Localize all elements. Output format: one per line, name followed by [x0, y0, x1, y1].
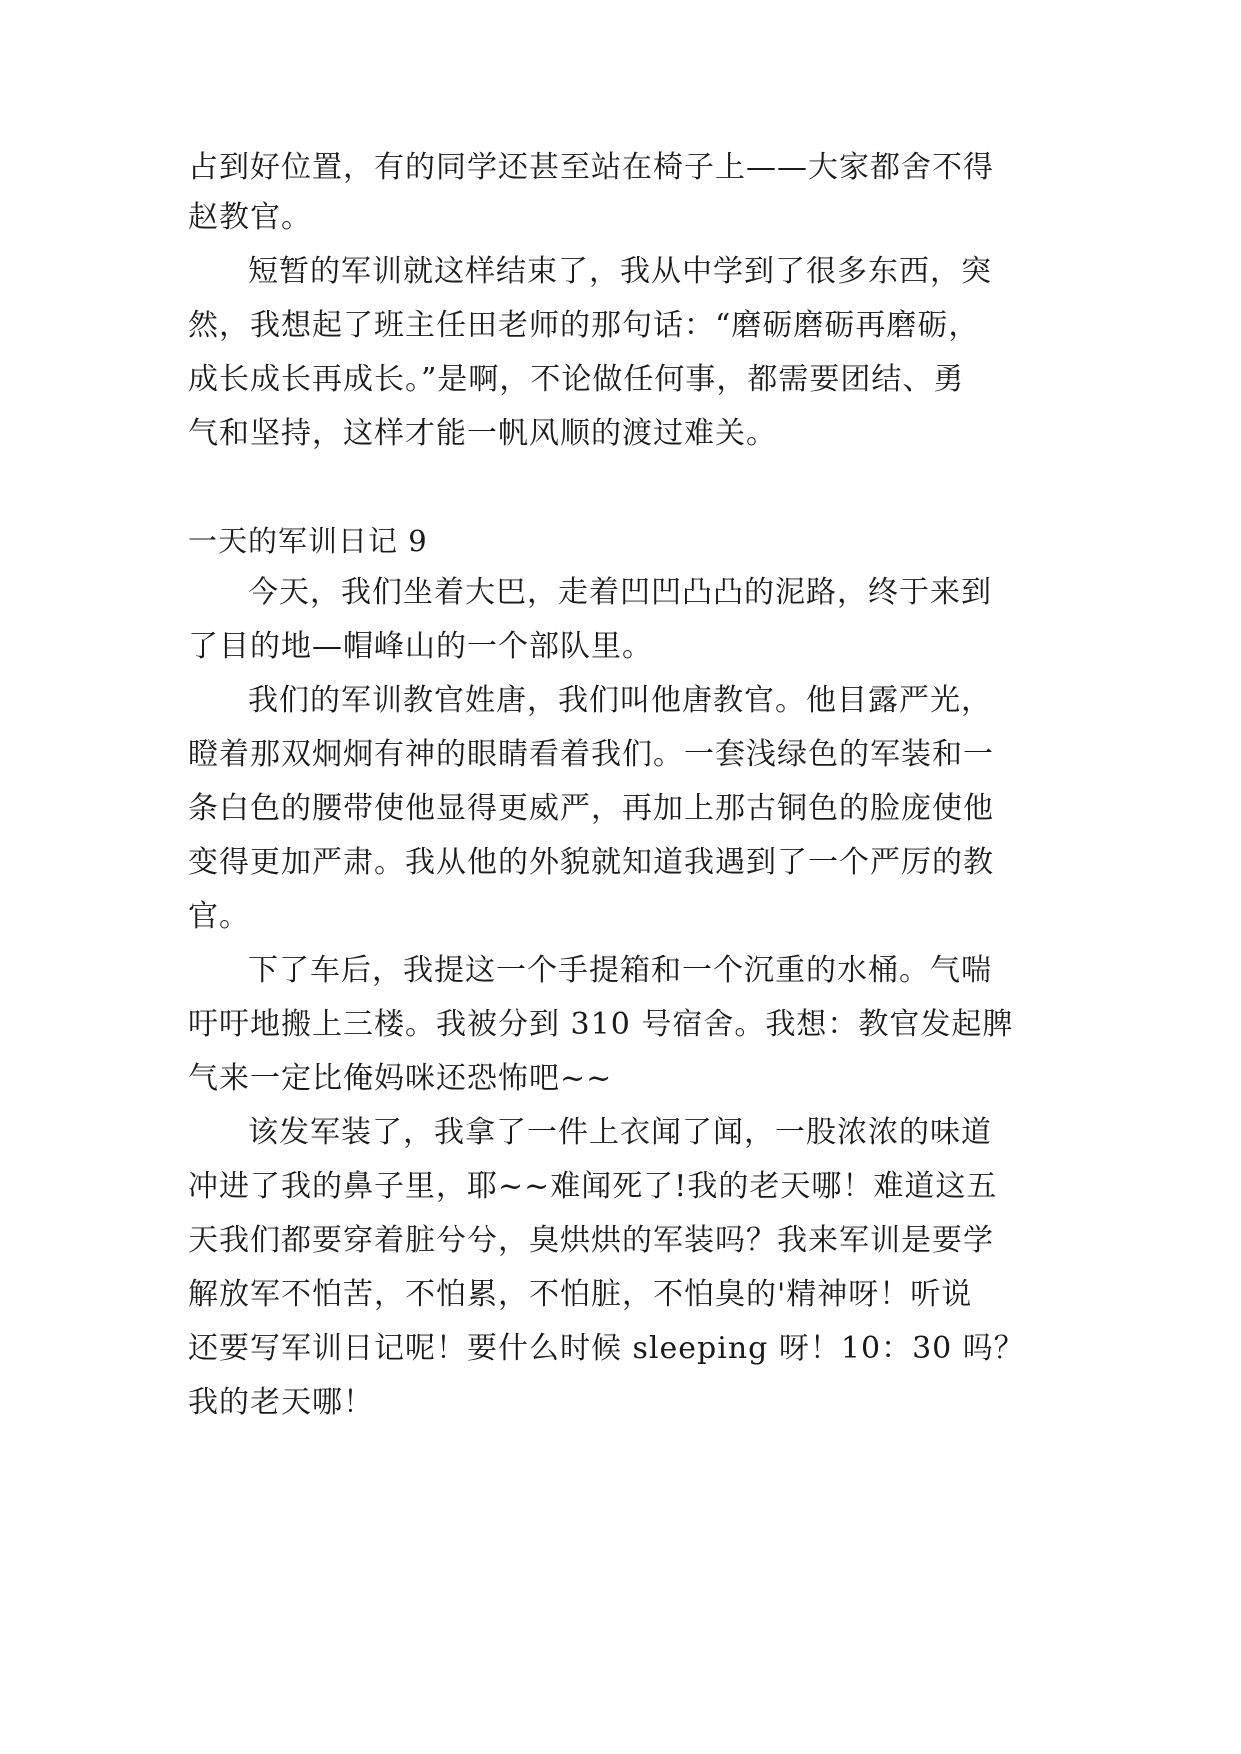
paragraph-line: 我们的军训教官姓唐，我们叫他唐教官。他目露严光，: [248, 683, 992, 718]
paragraph-line: 了目的地—帽峰山的一个部队里。: [188, 629, 653, 664]
paragraph-line: 瞪着那双炯炯有神的眼睛看着我们。一套浅绿色的军装和一: [188, 737, 994, 772]
paragraph-line: 解放军不怕苦，不怕累，不怕脏，不怕臭的'精神呀！听说: [188, 1277, 973, 1312]
paragraph-line: 下了车后，我提这一个手提箱和一个沉重的水桶。气喘: [248, 953, 992, 988]
paragraph-line: 吁吁地搬上三楼。我被分到 310 号宿舍。我想：教官发起脾: [188, 1007, 1014, 1042]
paragraph-line: 天我们都要穿着脏兮兮，臭烘烘的军装吗？我来军训是要学: [188, 1223, 994, 1258]
paragraph-line: 条白色的腰带使他显得更威严，再加上那古铜色的脸庞使他: [188, 791, 994, 826]
paragraph-line: 气和坚持，这样才能一帆风顺的渡过难关。: [188, 416, 777, 451]
paragraph-line: 短暂的军训就这样结束了，我从中学到了很多东西，突: [248, 254, 992, 289]
paragraph-line: 我的老天哪！: [188, 1385, 374, 1420]
paragraph-line: 冲进了我的鼻子里，耶~~难闻死了!我的老天哪！难道这五: [188, 1169, 998, 1204]
paragraph-line: 该发军装了，我拿了一件上衣闻了闻，一股浓浓的味道: [248, 1115, 992, 1150]
paragraph-line: 官。: [188, 899, 250, 934]
paragraph-line: 然，我想起了班主任田老师的那句话：“磨砺磨砺再磨砺，: [188, 308, 980, 343]
paragraph-line: 还要写军训日记呢！要什么时候 sleeping 呀！10：30 吗？: [188, 1331, 1025, 1366]
section-heading: 一天的军训日记 9: [188, 524, 428, 558]
paragraph-line: 变得更加严肃。我从他的外貌就知道我遇到了一个严厉的教: [188, 845, 994, 880]
paragraph-line: 赵教官。: [188, 200, 312, 235]
paragraph-line: 占到好位置，有的同学还甚至站在椅子上——大家都舍不得: [188, 150, 994, 185]
paragraph-line: 气来一定比俺妈咪还恐怖吧~~: [188, 1061, 613, 1096]
paragraph-line: 成长成长再成长。”是啊，不论做任何事，都需要团结、勇: [188, 362, 965, 397]
paragraph-line: 今天，我们坐着大巴，走着凹凹凸凸的泥路，终于来到: [248, 575, 992, 610]
